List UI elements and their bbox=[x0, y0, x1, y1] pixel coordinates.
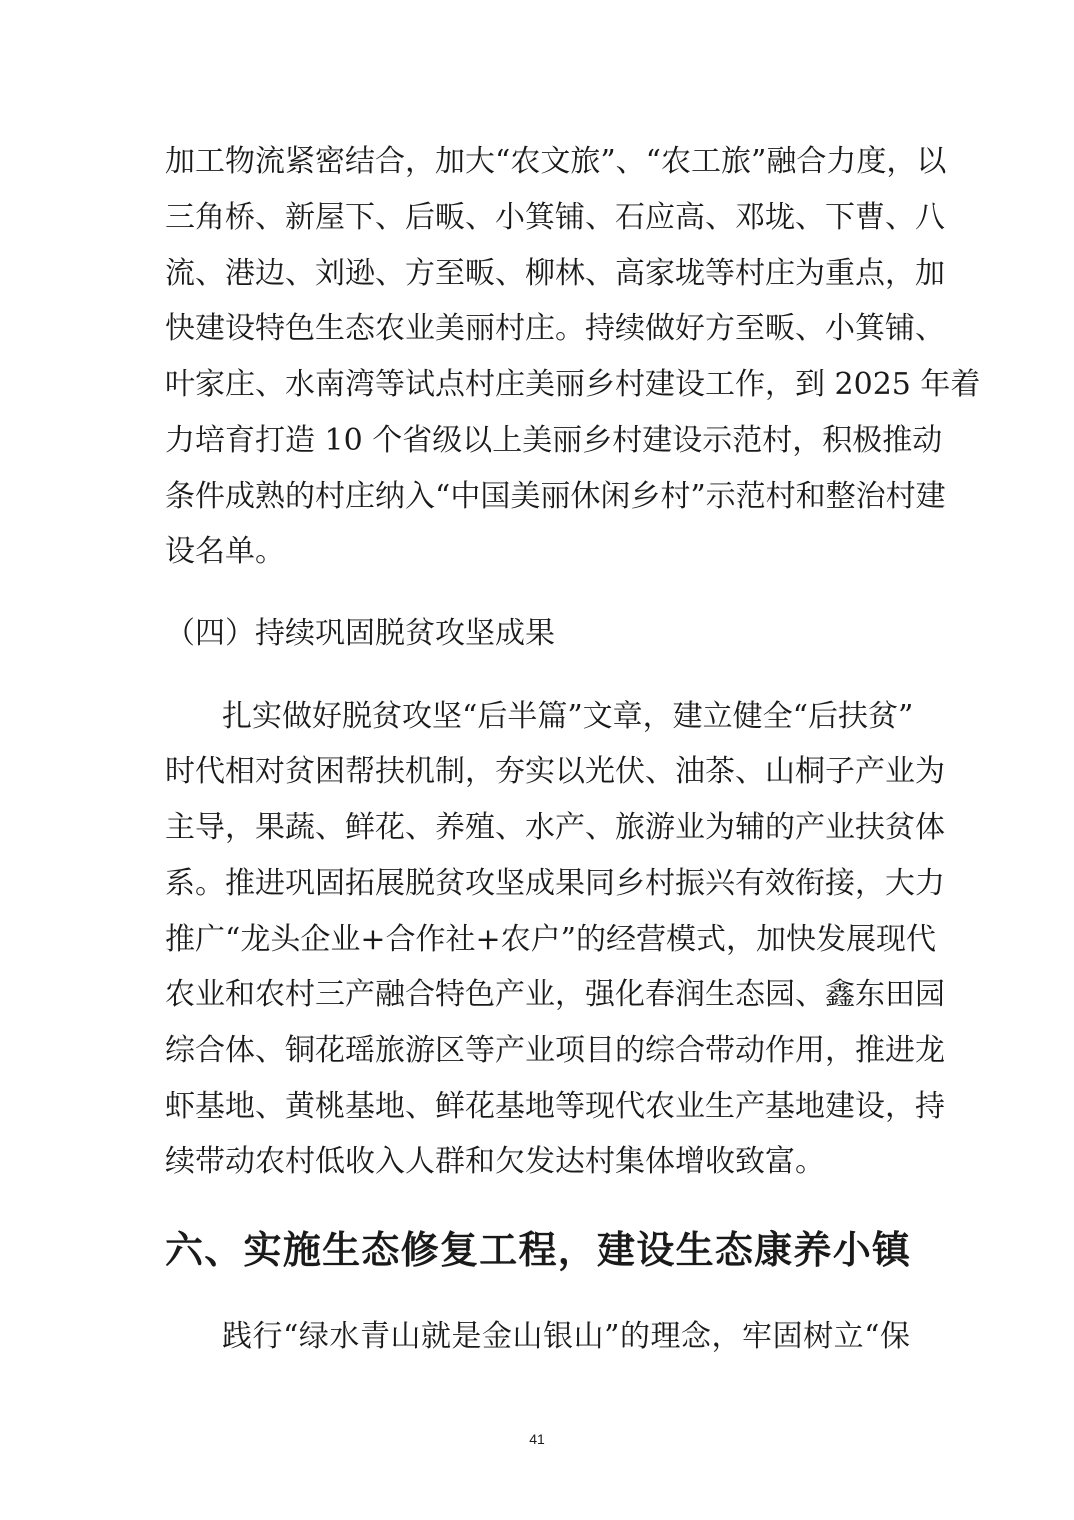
text-line: 续带动农村低收入人群和欠发达村集体增收致富。 bbox=[165, 1144, 825, 1179]
text-line: 流、港边、刘逊、方至畈、柳林、高家垅等村庄为重点，加 bbox=[165, 256, 945, 291]
text-line: 农业和农村三产融合特色产业，强化春润生态园、鑫东田园 bbox=[165, 977, 945, 1012]
text-line: 践行“绿水青山就是金山银山”的理念，牢固树立“保 bbox=[222, 1319, 910, 1354]
text-line: 主导，果蔬、鲜花、养殖、水产、旅游业为辅的产业扶贫体 bbox=[165, 810, 945, 845]
text-line: 设名单。 bbox=[165, 534, 285, 569]
text-line: 力培育打造 10 个省级以上美丽乡村建设示范村，积极推动 bbox=[165, 423, 943, 458]
text-line: 三角桥、新屋下、后畈、小箕铺、石应高、邓垅、下曹、八 bbox=[165, 200, 945, 235]
text-line: 条件成熟的村庄纳入“中国美丽休闲乡村”示范村和整治村建 bbox=[165, 479, 946, 514]
text-line: 加工物流紧密结合，加大“农文旅”、“农工旅”融合力度，以 bbox=[165, 144, 947, 179]
text-line: 扎实做好脱贫攻坚“后半篇”文章，建立健全“后扶贫” bbox=[222, 699, 914, 734]
text-line: 时代相对贫困帮扶机制，夯实以光伏、油茶、山桐子产业为 bbox=[165, 754, 945, 789]
text-line: 快建设特色生态农业美丽村庄。持续做好方至畈、小箕铺、 bbox=[165, 311, 945, 346]
section-heading: 六、实施生态修复工程，建设生态康养小镇 bbox=[165, 1228, 910, 1272]
text-line: 综合体、铜花瑶旅游区等产业项目的综合带动作用，推进龙 bbox=[165, 1033, 945, 1068]
text-line: 系。推进巩固拓展脱贫攻坚成果同乡村振兴有效衔接，大力 bbox=[165, 866, 945, 901]
text-line: 推广“龙头企业+合作社+农户”的经营模式，加快发展现代 bbox=[165, 922, 936, 957]
page-number: 41 bbox=[529, 1431, 545, 1447]
subsection-heading: （四）持续巩固脱贫攻坚成果 bbox=[165, 616, 555, 651]
text-line: 叶家庄、水南湾等试点村庄美丽乡村建设工作，到 2025 年着 bbox=[165, 367, 981, 402]
text-line: 虾基地、黄桃基地、鲜花基地等现代农业生产基地建设，持 bbox=[165, 1089, 945, 1124]
